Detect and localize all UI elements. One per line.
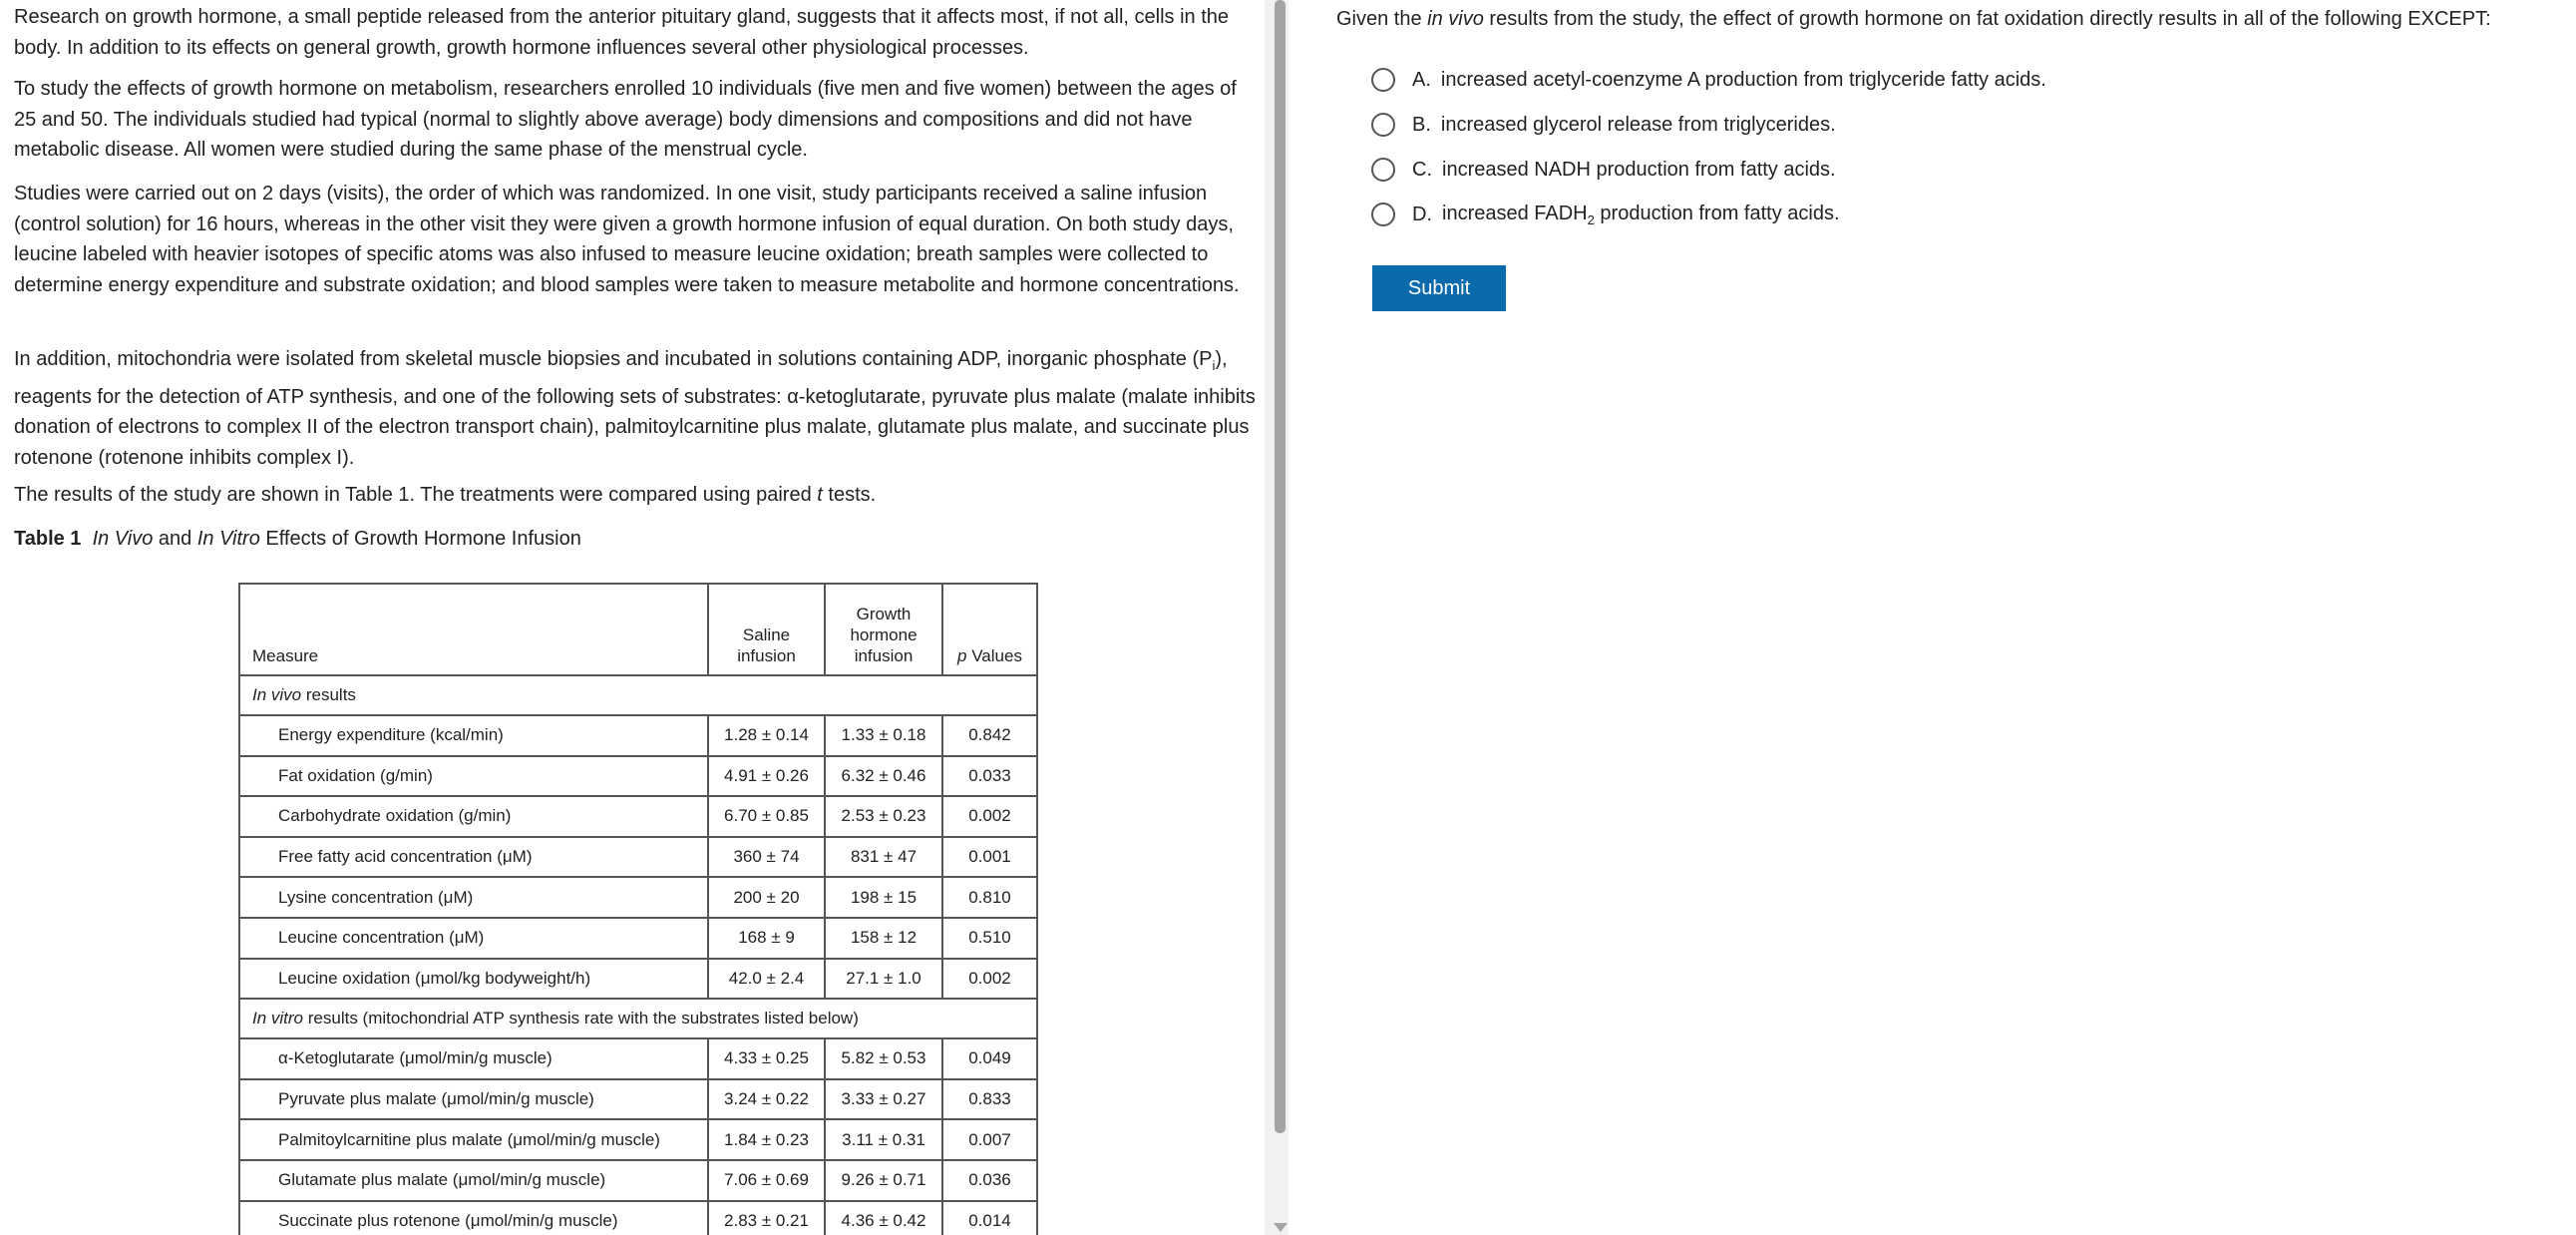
cell-growth-hormone: 4.36 ± 0.42: [825, 1201, 942, 1235]
passage-pane: [0, 0, 1265, 1235]
cell-saline: 360 ± 74: [708, 837, 825, 878]
cell-p-value: 0.842: [942, 715, 1037, 756]
header-gh-line-2: hormone: [850, 625, 918, 644]
table-caption: [14, 524, 581, 554]
answer-option-b[interactable]: [1371, 107, 1836, 143]
header-saline: [708, 584, 825, 675]
cell-p-value: 0.002: [942, 796, 1037, 837]
paragraph-4-subscript: i: [1212, 358, 1216, 373]
answer-option-a[interactable]: [1371, 62, 2046, 98]
header-gh-line-1: Growth: [856, 605, 912, 623]
table-caption-italic-2: In Vitro: [196, 528, 260, 550]
table-row: [239, 756, 1037, 797]
paragraph-5-text-b: tests.: [822, 484, 877, 506]
submit-button[interactable]: Submit: [1372, 265, 1506, 311]
paragraph-5-text-a: The results of the study are shown in Table 1. The treatments were compared using paired: [14, 484, 818, 506]
cell-saline: 1.84 ± 0.23: [708, 1119, 825, 1160]
header-saline-line-2: infusion: [737, 646, 796, 665]
answer-option-c[interactable]: [1371, 152, 1836, 188]
cell-measure: Leucine concentration (μM): [239, 918, 708, 959]
option-letter-a: A.: [1412, 68, 1431, 91]
cell-measure: Lysine concentration (μM): [239, 877, 708, 918]
scroll-down-arrow-icon[interactable]: [1274, 1223, 1288, 1232]
passage-paragraph-1: Research on growth hormone, a small peptide released from the anterior pituitary gland, suggests that it affects most, if not all, cells in the body. In addition to its effects on general growth, growth hormone influences several other physiological processes.: [14, 6, 1230, 59]
table-row: [239, 918, 1037, 959]
cell-p-value: 0.833: [942, 1079, 1037, 1120]
header-growth-hormone: [825, 584, 942, 675]
header-p-values: [942, 584, 1037, 675]
table-body: [239, 675, 1037, 1235]
cell-growth-hormone: 27.1 ± 1.0: [825, 959, 942, 1000]
option-text-c: increased NADH production from fatty acids.: [1442, 158, 1836, 181]
option-text-d: [1442, 203, 1840, 227]
radio-button-b[interactable]: [1371, 113, 1395, 137]
table-caption-rest: Effects of Growth Hormone Infusion: [259, 528, 581, 550]
table-caption-and: and: [153, 528, 197, 550]
option-letter-c: C.: [1412, 158, 1432, 181]
radio-button-a[interactable]: [1371, 68, 1395, 92]
cell-p-value: 0.002: [942, 959, 1037, 1000]
header-p-rest: Values: [966, 646, 1022, 665]
option-letter-d: D.: [1412, 203, 1432, 225]
radio-button-d[interactable]: [1371, 203, 1395, 226]
question-stem: [1336, 4, 2491, 34]
passage-paragraph-2: To study the effects of growth hormone on metabolism, researchers enrolled 10 individuals (five men and five women) between the ages of 25 and 50. The individuals studied had typical (normal to slightly above average) body dimensions and compositions and did not have metabolic disease. All women were studied during the same phase of the menstrual cycle.: [14, 78, 1237, 161]
table-row: [239, 796, 1037, 837]
table-row: [239, 1119, 1037, 1160]
radio-button-c[interactable]: [1371, 158, 1395, 182]
cell-p-value: 0.510: [942, 918, 1037, 959]
header-p-italic: p: [957, 646, 967, 665]
cell-saline: 42.0 ± 2.4: [708, 959, 825, 1000]
table-row: [239, 959, 1037, 1000]
table-row: [239, 837, 1037, 878]
cell-saline: 168 ± 9: [708, 918, 825, 959]
cell-growth-hormone: 831 ± 47: [825, 837, 942, 878]
cell-saline: 4.33 ± 0.25: [708, 1038, 825, 1079]
answer-option-d[interactable]: [1371, 197, 1840, 232]
table-row: [239, 1038, 1037, 1079]
question-italic: in vivo: [1427, 8, 1484, 30]
option-d-text-a: increased FADH: [1442, 202, 1588, 224]
cell-growth-hormone: 3.33 ± 0.27: [825, 1079, 942, 1120]
cell-saline: 200 ± 20: [708, 877, 825, 918]
cell-p-value: 0.036: [942, 1160, 1037, 1201]
cell-growth-hormone: 9.26 ± 0.71: [825, 1160, 942, 1201]
section-row-in-vitro: [239, 999, 1037, 1038]
paragraph-4-text-a: In addition, mitochondria were isolated from skeletal muscle biopsies and incubated in solutions containing ADP, inorganic phosphate (P: [14, 348, 1213, 370]
header-measure: Measure: [239, 584, 708, 675]
scrollbar-thumb[interactable]: [1275, 0, 1286, 1133]
cell-p-value: 0.033: [942, 756, 1037, 797]
cell-growth-hormone: 1.33 ± 0.18: [825, 715, 942, 756]
cell-saline: 6.70 ± 0.85: [708, 796, 825, 837]
cell-growth-hormone: 5.82 ± 0.53: [825, 1038, 942, 1079]
section-label-in-vivo: [239, 675, 1037, 715]
cell-p-value: 0.049: [942, 1038, 1037, 1079]
cell-growth-hormone: 198 ± 15: [825, 877, 942, 918]
header-saline-line-1: Saline: [742, 625, 791, 644]
cell-measure: Palmitoylcarnitine plus malate (μmol/min/g muscle): [239, 1119, 708, 1160]
cell-saline: 4.91 ± 0.26: [708, 756, 825, 797]
passage-paragraph-4: [14, 344, 1256, 473]
cell-growth-hormone: 6.32 ± 0.46: [825, 756, 942, 797]
cell-saline: 1.28 ± 0.14: [708, 715, 825, 756]
cell-measure: Succinate plus rotenone (μmol/min/g muscle): [239, 1201, 708, 1235]
cell-p-value: 0.001: [942, 837, 1037, 878]
cell-measure: Glutamate plus malate (μmol/min/g muscle): [239, 1160, 708, 1201]
passage-paragraph-3: Studies were carried out on 2 days (visits), the order of which was randomized. In one visit, study participants received a saline infusion (control solution) for 16 hours, whereas in the other visit they were given a growth hormone infusion of equal duration. On both study days, leucine labeled with heavier isotopes of specific atoms was also infused to measure leucine oxidation; breath samples were collected to determine energy expenditure and substrate oxidation; and blood samples were taken to measure metabolite and hormone concentrations.: [14, 183, 1240, 296]
passage-paragraph-5: [14, 480, 1256, 511]
option-text-a: increased acetyl-coenzyme A production from triglyceride fatty acids.: [1440, 68, 2046, 91]
paragraph-5-italic: t: [817, 484, 823, 506]
table-row: [239, 715, 1037, 756]
option-letter-b: B.: [1412, 113, 1431, 136]
cell-saline: 3.24 ± 0.22: [708, 1079, 825, 1120]
section-in-vivo-italic: In vivo: [252, 685, 302, 704]
cell-p-value: 0.014: [942, 1201, 1037, 1235]
cell-measure: Leucine oxidation (μmol/kg bodyweight/h): [239, 959, 708, 1000]
cell-growth-hormone: 2.53 ± 0.23: [825, 796, 942, 837]
table-row: [239, 1201, 1037, 1235]
cell-saline: 7.06 ± 0.69: [708, 1160, 825, 1201]
cell-p-value: 0.007: [942, 1119, 1037, 1160]
option-d-text-b: production from fatty acids.: [1594, 202, 1840, 224]
cell-measure: Fat oxidation (g/min): [239, 756, 708, 797]
section-in-vivo-rest: results: [301, 685, 356, 704]
section-in-vitro-rest: results (mitochondrial ATP synthesis rate with the substrates listed below): [303, 1009, 859, 1029]
option-d-subscript: 2: [1587, 211, 1595, 227]
cell-measure: Free fatty acid concentration (μM): [239, 837, 708, 878]
question-text-b: results from the study, the effect of growth hormone on fat oxidation directly results in all of the following EXCEPT:: [1483, 8, 2491, 30]
cell-measure: α-Ketoglutarate (μmol/min/g muscle): [239, 1038, 708, 1079]
cell-p-value: 0.810: [942, 877, 1037, 918]
table-row: [239, 1079, 1037, 1120]
cell-growth-hormone: 3.11 ± 0.31: [825, 1119, 942, 1160]
question-text-a: Given the: [1336, 8, 1428, 30]
cell-measure: Energy expenditure (kcal/min): [239, 715, 708, 756]
table-caption-italic-1: In Vivo: [92, 528, 154, 550]
cell-growth-hormone: 158 ± 12: [825, 918, 942, 959]
table-header-row: [239, 584, 1037, 675]
cell-measure: Pyruvate plus malate (μmol/min/g muscle): [239, 1079, 708, 1120]
results-table: [238, 583, 1038, 1235]
header-gh-line-3: infusion: [854, 646, 914, 665]
section-row-in-vivo: [239, 675, 1037, 715]
option-text-b: increased glycerol release from triglycerides.: [1440, 113, 1836, 136]
table-row: [239, 1160, 1037, 1201]
table-caption-label: Table 1: [14, 528, 82, 550]
cell-saline: 2.83 ± 0.21: [708, 1201, 825, 1235]
paragraph-4-text-b: ), reagents for the detection of ATP synthesis, and one of the following sets of substrates: α-ketoglutarate, pyruvate plus malate (malate inhibits donation of electrons to complex II of the electron transport chain), palmitoylcarnitine plus malate, glutamate plus malate, and succinate plus rotenone (rotenone inhibits complex I).: [14, 348, 1256, 469]
section-label-in-vitro: [239, 999, 1037, 1038]
table-row: [239, 877, 1037, 918]
section-in-vitro-italic: In vitro: [252, 1009, 304, 1029]
cell-measure: Carbohydrate oxidation (g/min): [239, 796, 708, 837]
